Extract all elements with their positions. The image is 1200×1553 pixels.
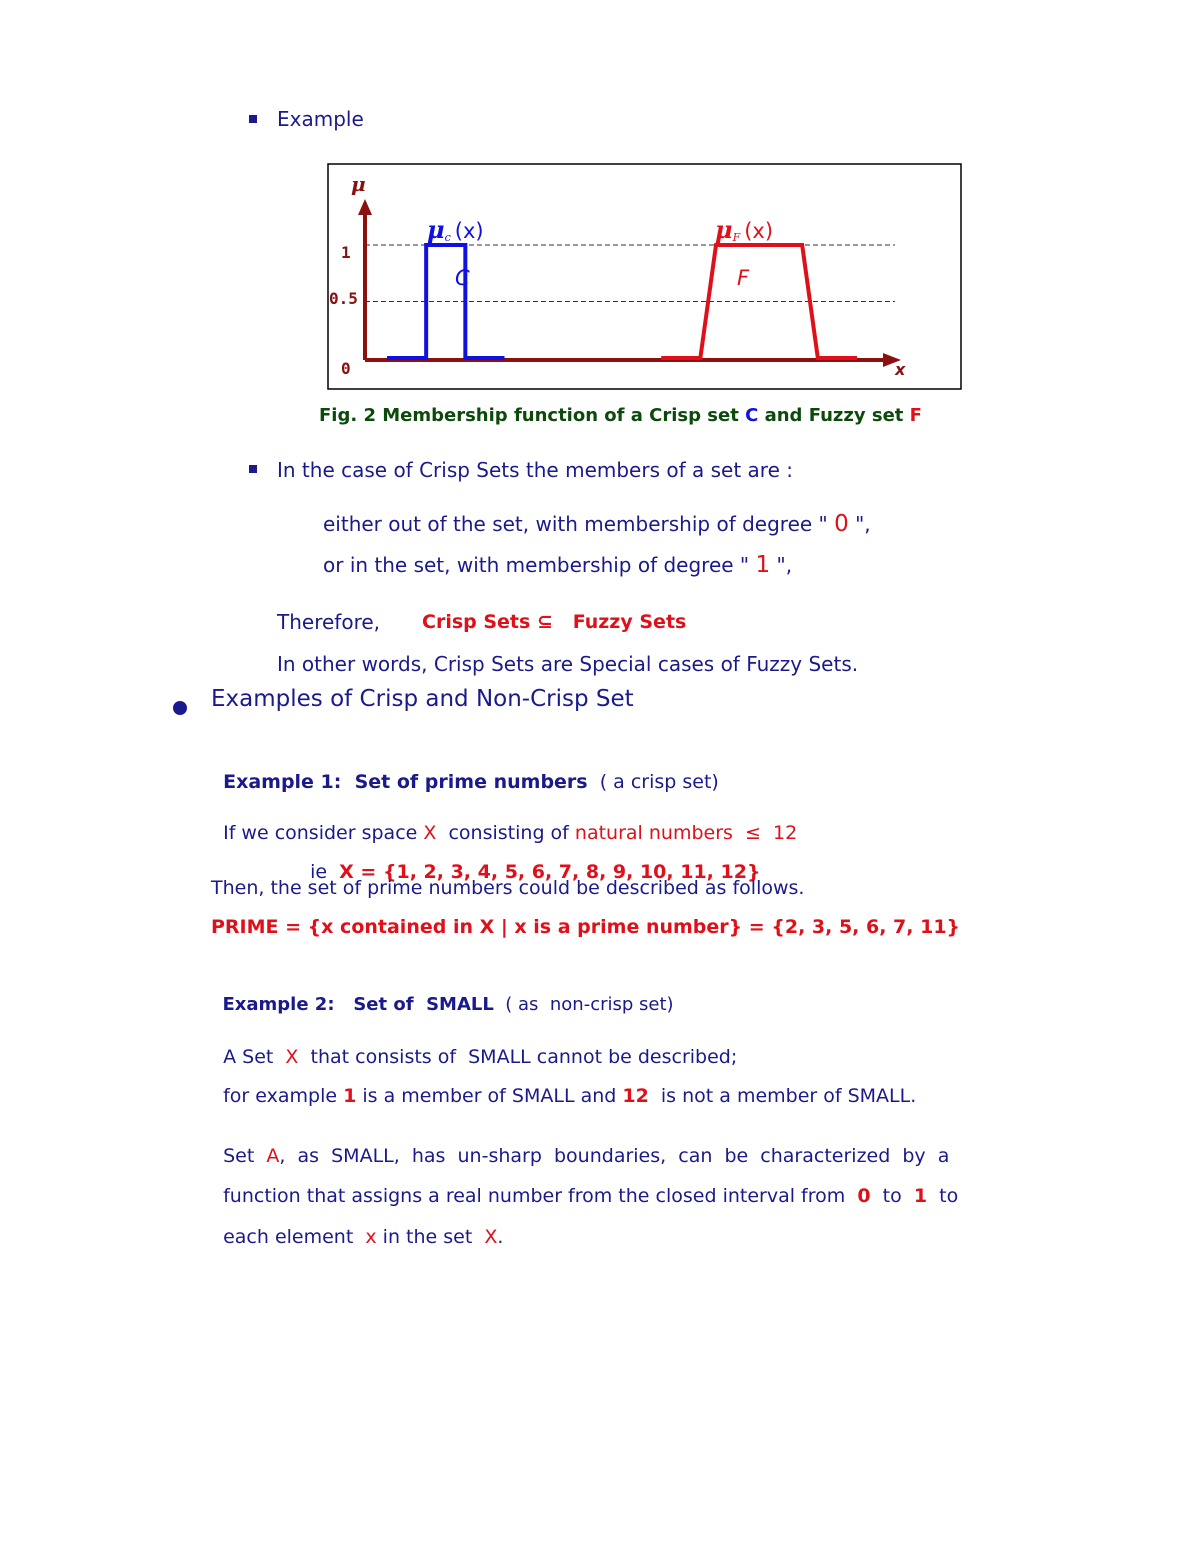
y-tick-0: 0 <box>341 359 351 378</box>
example2-title: Example 2: Set of SMALL ( as non-crisp set) <box>222 994 674 1015</box>
series-c-set-label: C <box>455 266 470 290</box>
series-f-function-label: μF (x) <box>715 215 774 244</box>
example2-para-line1: Set A, as SMALL, has un-sharp boundaries, can be characterized by a <box>223 1145 950 1167</box>
crisp-case-intro: In the case of Crisp Sets the members of a set are : <box>277 458 793 482</box>
chart-frame <box>328 164 961 389</box>
crisp-case-line-out: either out of the set, with membership of degree " 0 ", <box>323 511 871 537</box>
therefore-expression: Crisp Sets ⊆ Fuzzy Sets <box>422 611 687 633</box>
example2-para-line2: function that assigns a real number from the closed interval from 0 to 1 to <box>223 1185 959 1207</box>
other-words-line: In other words, Crisp Sets are Special cases of Fuzzy Sets. <box>277 652 859 676</box>
example2-para-line3: each element x in the set X. <box>223 1226 504 1248</box>
bullet-example-label: Example <box>277 107 364 131</box>
figure-caption: Fig. 2 Membership function of a Crisp set C and Fuzzy set F <box>319 405 922 426</box>
example2-line2: for example 1 is a member of SMALL and 12 is not a member of SMALL. <box>223 1085 917 1107</box>
square-bullet-icon <box>249 465 257 473</box>
membership-chart <box>327 163 963 391</box>
example1-space-line: If we consider space X consisting of natural numbers ≤ 12 <box>223 822 798 844</box>
crisp-case-line-in: or in the set, with membership of degree " 1 ", <box>323 552 793 578</box>
example1-set-line: ie X = {1, 2, 3, 4, 5, 6, 7, 8, 9, 10, 11, 12} <box>310 861 761 883</box>
y-tick-0-5: 0.5 <box>329 289 358 308</box>
x-axis-symbol: x <box>895 360 906 379</box>
round-bullet-icon <box>173 701 187 715</box>
example1-then-line: Then, the set of prime numbers could be described as follows. <box>211 877 805 899</box>
example1-title: Example 1: Set of prime numbers ( a crisp set) <box>223 771 719 793</box>
example2-line1: A Set X that consists of SMALL cannot be described; <box>223 1046 738 1068</box>
series-f-set-label: F <box>737 266 750 290</box>
y-axis-symbol: μ <box>351 172 366 196</box>
therefore-label: Therefore, <box>277 610 381 634</box>
section-heading: Examples of Crisp and Non-Crisp Set <box>211 686 634 712</box>
square-bullet-icon <box>249 115 257 123</box>
example1-prime-line: PRIME = {x contained in X | x is a prime number} = {2, 3, 5, 6, 7, 11} <box>211 916 961 938</box>
y-tick-1: 1 <box>341 243 351 262</box>
series-c-function-label: μc (x) <box>427 215 484 244</box>
